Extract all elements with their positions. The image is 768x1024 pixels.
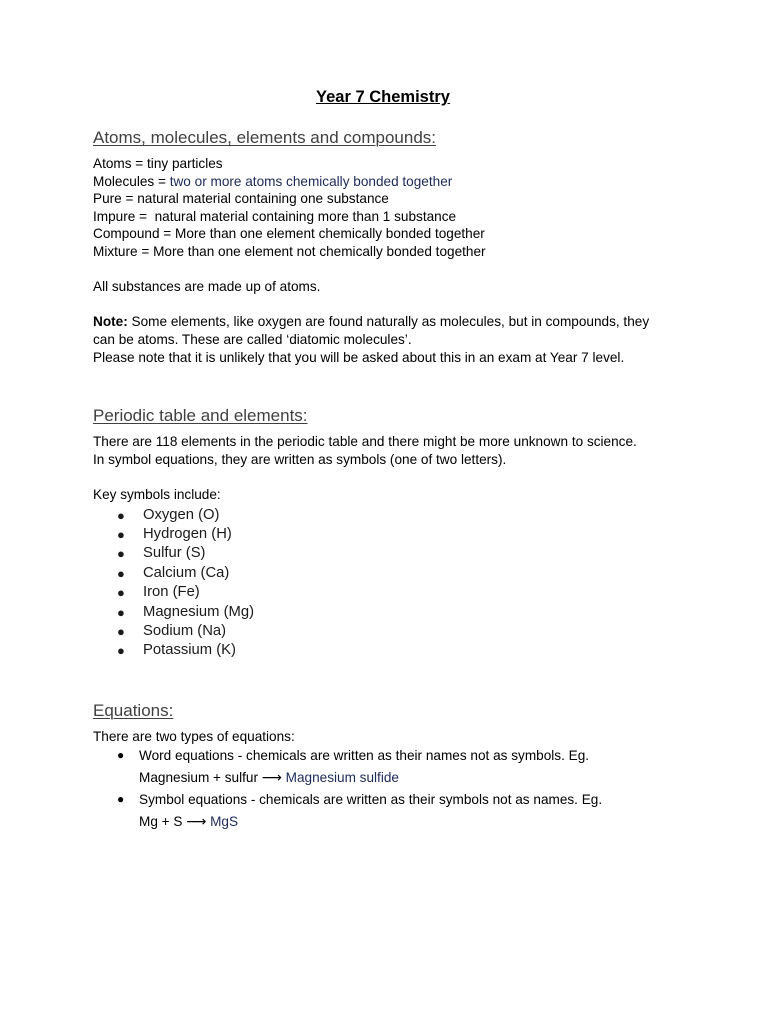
symbol-text: Oxygen (O)	[143, 506, 220, 523]
section-heading-atoms: Atoms, molecules, elements and compounds:	[93, 128, 437, 147]
bullet-icon: ●	[117, 507, 125, 523]
equation-type-text: Symbol equations - chemicals are written as their symbols not as names. Eg.	[139, 791, 603, 807]
definition-text: natural material containing one substance	[137, 191, 389, 207]
definition-text: tiny particles	[147, 156, 223, 171]
word-equation-example	[93, 767, 693, 789]
list-item	[93, 583, 693, 602]
definition-mixture	[93, 243, 693, 261]
symbol-text: Iron (Fe)	[143, 584, 200, 601]
all-substances-text: All substances are made up of atoms.	[93, 279, 321, 295]
symbol-text: Calcium (Ca)	[143, 564, 230, 581]
bullet-icon: ●	[117, 585, 125, 601]
symbol-text: Sodium (Na)	[143, 622, 227, 639]
list-item	[93, 747, 693, 765]
list-item	[93, 641, 693, 660]
list-item	[93, 506, 693, 525]
key-symbols-list	[93, 506, 693, 661]
periodic-line-2: In symbol equations, they are written as symbols (one of two letters).	[93, 451, 507, 467]
bullet-icon: ●	[117, 546, 125, 562]
periodic-line-1: There are 118 elements in the periodic table and there might be more unknown to science.	[93, 434, 637, 450]
symbol-text: Sulfur (S)	[143, 545, 206, 562]
arrow-icon: ⟶	[261, 769, 282, 786]
bullet-icon: ●	[117, 643, 125, 659]
definition-text: More than one element chemically bonded together	[175, 226, 485, 242]
definition-term: Molecules =	[93, 173, 170, 189]
note-text: Some elements, like oxygen are found naturally as molecules, but in compounds, they	[127, 314, 650, 330]
definition-impure	[93, 208, 693, 226]
definition-text: two or more atoms chemically bonded together	[169, 173, 453, 189]
equation-types-list	[93, 791, 693, 809]
page-title: Year 7 Chemistry	[316, 88, 450, 106]
bullet-icon: ●	[117, 604, 125, 620]
list-item	[93, 544, 693, 563]
definition-term: Compound =	[93, 226, 175, 242]
equation-type-text: Word equations - chemicals are written as their names not as symbols. Eg.	[139, 748, 590, 764]
note-line: can be atoms. These are called ‘diatomic molecules’.	[93, 331, 412, 347]
document-page	[93, 86, 693, 835]
key-symbols-intro: Key symbols include:	[93, 486, 221, 502]
list-item	[93, 791, 693, 809]
note-line: Please note that it is unlikely that you will be asked about this in an exam at Year 7 level.	[93, 349, 625, 365]
definition-pure	[93, 190, 693, 208]
bullet-icon: ●	[117, 791, 125, 806]
definition-term: Impure =	[93, 208, 151, 224]
note-label: Note:	[93, 314, 128, 330]
bullet-icon: ●	[117, 565, 125, 581]
symbol-text: Potassium (K)	[143, 642, 236, 659]
definition-term: Pure =	[93, 191, 138, 207]
note-line	[93, 313, 693, 331]
equations-intro: There are two types of equations:	[93, 728, 295, 744]
equation-rhs: Magnesium sulfide	[281, 769, 399, 785]
symbol-equation-example	[93, 811, 693, 833]
list-item	[93, 603, 693, 622]
definition-text: More than one element not chemically bonded together	[153, 243, 486, 259]
note-block	[93, 313, 693, 366]
definition-text: natural material containing more than 1 substance	[150, 208, 457, 224]
list-item	[93, 622, 693, 641]
symbol-text: Magnesium (Mg)	[143, 603, 255, 620]
list-item	[93, 525, 693, 544]
definition-compound	[93, 225, 693, 243]
definition-atoms	[93, 155, 693, 173]
equation-lhs: Mg + S	[139, 813, 187, 829]
definition-term: Mixture =	[93, 243, 154, 259]
bullet-icon: ●	[117, 623, 125, 639]
equation-lhs: Magnesium + sulfur	[139, 769, 262, 785]
arrow-icon: ⟶	[186, 813, 207, 830]
equation-types-list	[93, 747, 693, 765]
bullet-icon: ●	[117, 526, 125, 542]
definitions-list	[93, 155, 693, 261]
bullet-icon: ●	[117, 748, 125, 763]
definition-term: Atoms =	[93, 156, 148, 171]
section-heading-equations: Equations:	[93, 700, 174, 720]
definition-molecules	[93, 173, 693, 191]
section-heading-periodic-table: Periodic table and elements:	[93, 406, 308, 426]
equation-rhs: MgS	[206, 813, 239, 829]
symbol-text: Hydrogen (H)	[143, 525, 232, 542]
list-item	[93, 564, 693, 583]
